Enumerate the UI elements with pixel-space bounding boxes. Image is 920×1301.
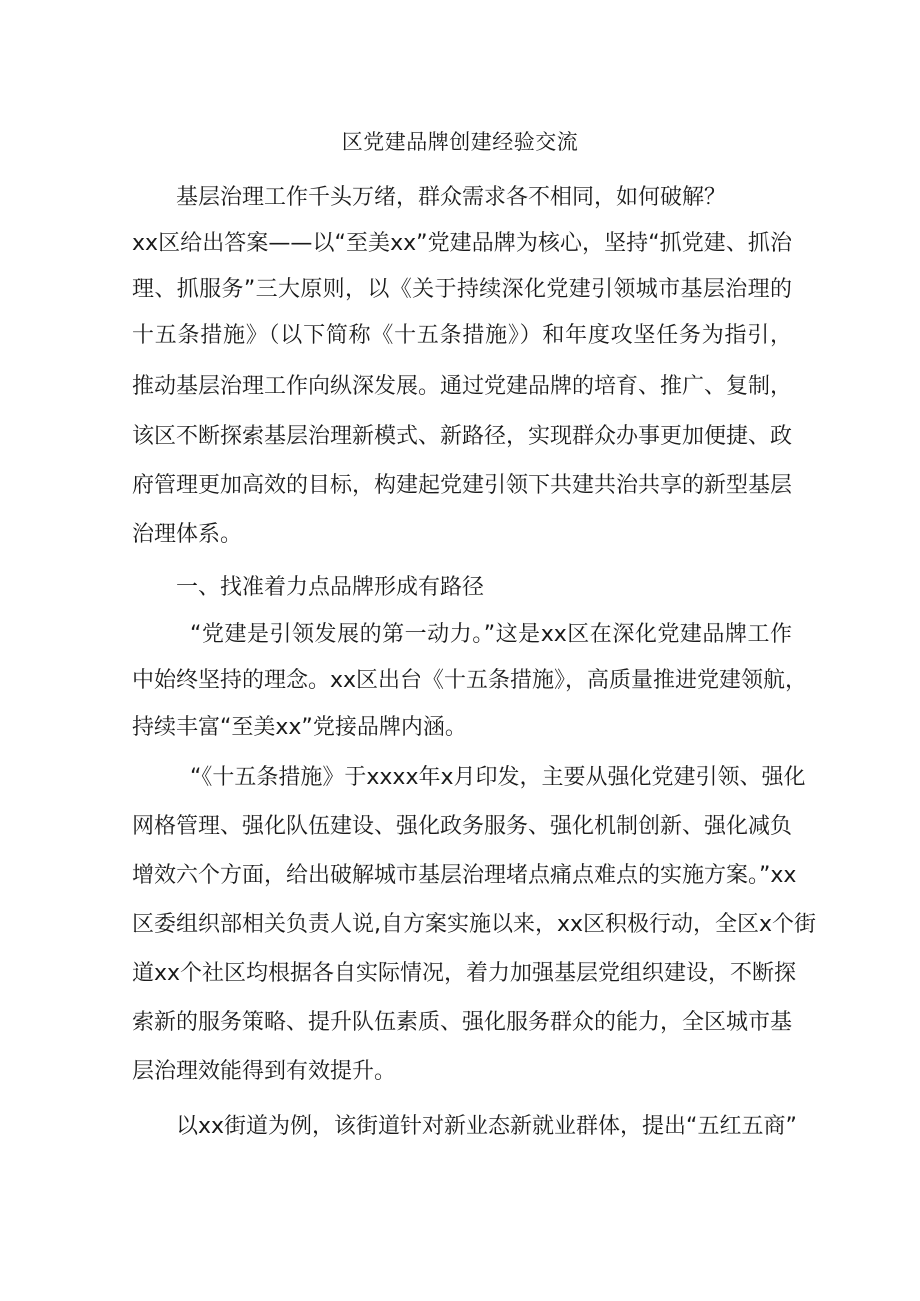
paragraph-line: 中始终坚持的理念。xx区出台《十五条措施》，高质量推进党建领航， bbox=[132, 668, 808, 693]
paragraph-line: 区委组织部相关负责人说,自方案实施以来，xx区积极行动，全区x个街 bbox=[132, 912, 817, 937]
section-heading: 一、找准着力点品牌形成有路径 bbox=[176, 575, 485, 600]
paragraph-line: 推动基层治理工作向纵深发展。通过党建品牌的培育、推广、复制， bbox=[132, 374, 793, 399]
paragraph-line: “党建是引领发展的第一动力。”这是xx区在深化党建品牌工作 bbox=[190, 622, 792, 647]
paragraph-line: 网格管理、强化队伍建设、强化政务服务、强化机制创新、强化减负 bbox=[132, 814, 793, 839]
paragraph-line: 索新的服务策略、提升队伍素质、强化服务群众的能力，全区城市基 bbox=[132, 1010, 793, 1035]
paragraph-line: xx区给出答案——以“至美xx”党建品牌为核心，坚持“抓党建、抓治 bbox=[132, 231, 792, 256]
paragraph-line: 持续丰富“至美xx”党接品牌内涵。 bbox=[132, 715, 467, 740]
paragraph-line: 层治理效能得到有效提升。 bbox=[132, 1059, 397, 1084]
paragraph-line: 基层治理工作千头万绪，群众需求各不相同，如何破解？ bbox=[176, 185, 727, 210]
paragraph-line: 以xx街道为例，该街道针对新业态新就业群体，提出“五红五商” bbox=[176, 1114, 797, 1139]
paragraph-line: 该区不断探索基层治理新模式、新路径，实现群众办事更加便捷、政 bbox=[132, 424, 793, 449]
paragraph-line: 增效六个方面，给出破解城市基层治理堵点痛点难点的实施方案。”xx bbox=[132, 863, 797, 888]
paragraph-line: 府管理更加高效的目标，构建起党建引领下共建共治共享的新型基层 bbox=[132, 473, 793, 498]
document-title: 区党建品牌创建经验交流 bbox=[341, 130, 579, 154]
paragraph-line: 理、抓服务”三大原则，以《关于持续深化党建引领城市基层治理的 bbox=[132, 277, 792, 302]
paragraph-line: 治理体系。 bbox=[132, 522, 243, 547]
paragraph-line: 道xx个社区均根据各自实际情况，着力加强基层党组织建设，不断探 bbox=[132, 961, 797, 986]
paragraph-line: 十五条措施》（以下简称《十五条措施》）和年度攻坚任务为指引， bbox=[132, 323, 792, 348]
paragraph-line: “《十五条措施》于xxxx年x月印发，主要从强化党建引领、强化 bbox=[190, 765, 806, 790]
